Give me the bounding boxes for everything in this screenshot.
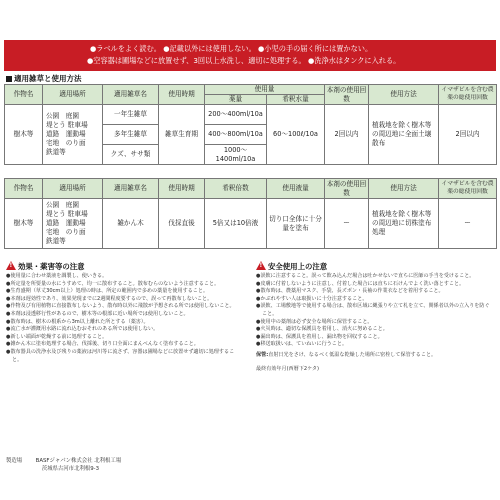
square-bullet-icon (6, 76, 12, 82)
maker-name: BASFジャパン株式会社 北利根工場 (35, 458, 122, 464)
liquid-cell: 切り口全体に十分量を塗布 (267, 199, 325, 249)
total-cell: 2回以内 (439, 105, 497, 165)
total-cell: ー (439, 199, 497, 249)
warning-icon (6, 261, 16, 270)
header-total: イマザピルを含む農薬の総使用回数 (439, 85, 497, 105)
header-chem-amount: 薬量 (205, 95, 267, 105)
header-crop: 作物名 (5, 179, 43, 199)
header-timing: 使用時期 (159, 179, 205, 199)
banner-line-1: ●ラベルをよく読む。 ●記載以外には使用しない。 ●小児の手の届く所には置かない。 (90, 44, 373, 53)
note-item: ●移送取扱いは、ていねいに行うこと。 (256, 341, 348, 348)
note-item: ●本剤は遅効性であり、効果発現までに2週間程度要するので、誤って再散布しないこと。 (6, 295, 213, 302)
warning-icon (256, 261, 266, 270)
note-item: ●誤飲、工場敷地等で使用する場合は、散布区域に縄張りや立て札を立て、関係者以外の立入りを防ぐこと。 (256, 303, 490, 317)
weed-cell: 多年生雑草 (103, 125, 159, 145)
times-cell: 2回以内 (325, 105, 369, 165)
storage-note: 保管:直射日光をさけ、なるべく低温な乾燥した場所に密栓して保管すること。 (256, 351, 437, 358)
note-item: ●流亡水が灌漑用水路に流れ込むおそれのある所では使用しない。 (6, 326, 159, 333)
water-cell: 60～100ℓ/10a (267, 105, 325, 165)
note-item: ●生育盛期（草丈30cm以上）処理の時は、所定の範囲内で多めの薬量を使用すること。 (6, 288, 209, 295)
header-water-amount: 希釈水量 (267, 95, 325, 105)
times-cell: ー (325, 199, 369, 249)
weed-cell: 一年生雑草 (103, 105, 159, 125)
header-place: 適用場所 (43, 85, 103, 105)
note-item: ●所定量を所要量の水にうすめて、均一に散布すること。散布むらのないよう注意すること。 (6, 280, 220, 287)
header-weed: 適用雑草名 (103, 179, 159, 199)
maker-label: 製造場 (6, 458, 23, 464)
method-cell: 植栽地を除く樹木等の周辺地に全面土壌散布 (369, 105, 439, 165)
effect-notes-title: !効果・薬害等の注意 (6, 261, 85, 272)
header-timing: 使用時期 (159, 85, 205, 105)
section-title: 適用雑草と使用方法 (6, 73, 82, 84)
note-item: ●使用中の薬剤は必ず安全な場所に保管すること。 (256, 318, 373, 325)
dilution-cell: 5倍又は10倍液 (205, 199, 267, 249)
usage-table-2 (4, 178, 497, 249)
dose-cell: 1000～1400ml/10a (205, 145, 267, 165)
note-item: ●かぶれやすい人は取扱いに十分注意すること。 (256, 295, 368, 302)
note-item: ●新しい端面が乾燥する前に処理すること。 (6, 333, 108, 340)
header-weed: 適用雑草名 (103, 85, 159, 105)
note-item: ●雑かん木に塗布処理する場合、伐採後、切り口全面にまんべんなく塗布すること。 (6, 341, 199, 348)
effect-notes-list (6, 273, 243, 364)
expiry-label: 最終有効年月(西暦下2ケタ) (256, 365, 319, 372)
weed-cell: クズ、ササ類 (103, 145, 159, 165)
header-usage-liquid: 使用液量 (267, 179, 325, 199)
timing-cell: 伐採直後 (159, 199, 205, 249)
places-cell: 公園 庭園 堤とう 駐車場 道路 運動場 宅地 のり面 鉄道等 (43, 105, 103, 165)
note-item: ●散布器具の洗浄水及び残りの薬液は河川等に流さず、容器は圃場などに放置せず適切に処理すること。 (6, 348, 235, 363)
safety-notes-title: !安全使用上の注意 (256, 261, 327, 272)
method-cell: 植栽地を除く樹木等の周辺地に切株塗布処理 (369, 199, 439, 249)
safety-notes-list (256, 273, 494, 373)
note-item: ●誤飲に注意すること。誤って飲み込んだ場合は吐かせないで直ちに医師の手当を受けること。 (256, 273, 475, 279)
manufacturer (6, 458, 121, 474)
note-item: ●作物及び有用植物に直接散布しないよう、散布時以外に飛散が予想される所では使用しないこと。 (6, 303, 235, 310)
note-item: ●散布時は、農薬用マスク、手袋、長ズボン・長袖の作業衣などを着用すること。 (256, 288, 444, 295)
header-times: 本剤の使用回数 (325, 179, 369, 199)
weed-cell: 雑かん木 (103, 199, 159, 249)
header-place: 適用場所 (43, 179, 103, 199)
note-item: ●漏出時は、保護具を着用し、漏出物を回収すること。 (256, 333, 383, 340)
header-method: 使用方法 (369, 179, 439, 199)
note-item: ●皮膚に付着しないように注意し、付着した場合には直ちに石けんでよく洗い落とすこと。 (256, 280, 465, 287)
header-dilution: 希釈倍数 (205, 179, 267, 199)
crop-cell: 樹木等 (5, 199, 43, 249)
caution-banner (4, 40, 496, 71)
note-item: ●使用量に合わせ薬液を調製し、使いきる。 (6, 273, 108, 279)
note-item: ●本剤は浸透移行性があるので、樹木等の根部に近い場所では使用しないこと。 (6, 310, 189, 317)
note-item: ●火災時は、適切な保護具を着用し、消火に努めること。 (256, 326, 388, 333)
header-times: 本剤の使用回数 (325, 85, 369, 105)
maker-address: 茨城県古河市北利根9-3 (41, 465, 100, 472)
banner-line-2: ●空容器は圃場などに放置せず、3回以上水洗し、適切に処理する。 ●洗浄水はタンクに入れる。 (87, 56, 401, 65)
places-cell: 公園 庭園 堤とう 駐車場 道路 運動場 宅地 のり面 鉄道等 (43, 199, 103, 249)
timing-cell: 雑草生育期 (159, 105, 205, 165)
dose-cell: 400～800ml/10a (205, 125, 267, 145)
header-usage-amount: 使用量 (205, 85, 325, 95)
dose-cell: 200～400ml/10a (205, 105, 267, 125)
usage-table-1 (4, 84, 497, 165)
header-method: 使用方法 (369, 85, 439, 105)
header-crop: 作物名 (5, 85, 43, 105)
note-item: ●散布時は、樹木の根系から3m以上離れた所とする（薬害）。 (6, 318, 149, 325)
header-total: イマザピルを含む農薬の総使用回数 (439, 179, 497, 199)
crop-cell: 樹木等 (5, 105, 43, 165)
